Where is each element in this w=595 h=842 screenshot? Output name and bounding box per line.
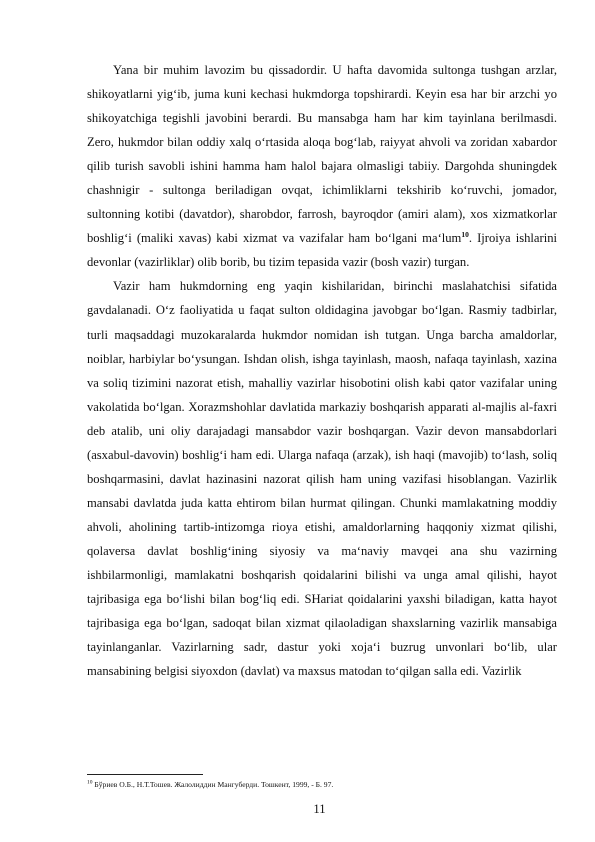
paragraph-1-text-continued: . Ijroiya ishlarini devonlar (vazirliklar) olib borib, bu tizim tepasida vazir (bosh vazir) turgan. [87, 231, 557, 270]
footnote-text: Бўриев О.Б., Н.Т.Тошев. Жалолиддин Мангуберди. Тошкент, 1999, - Б. 97. [92, 780, 334, 789]
footnote [87, 780, 557, 790]
paragraph-1-text: Yana bir muhim lavozim bu qissadordir. U hafta davomida sultonga tushgan arzlar, shikoyatlarni yig‘ib, juma kuni kechasi hukmdorga topshirardi. Keyin esa har bir arzchi yo shikoyatchiga tegishli javobini berardi. Bu mansabga ham har kim tayinlana berilmasdi. Zero, hukmdor bilan oddiy xalq o‘rtasida aloqa bog‘lab, raiyyat ahvoli va zoridan xabardor qilib turish savobli ishini hamma ham halol bajara olmasligi tabiiy. Dargohda shuningdek chashnigir - sultonga beriladigan ovqat, ichimliklarni tekshirib ko‘ruvchi, jomador, sultonning kotibi (davatdor), sharobdor, farrosh, bayroqdor (amiri alam), xos xizmatkorlar boshlig‘i (maliki xavas) kabi xizmat va vazifalar ham bo‘lgani ma‘lum [87, 63, 557, 246]
footnote-divider [87, 774, 203, 775]
paragraph-vazir: Vazir ham hukmdorning eng yaqin kishilaridan, birinchi maslahatchisi sifatida gavdalanadi. O‘z faoliyatida u faqat sulton oldidagina javobgar bo‘lgan. Rasmiy tadbirlar, turli maqsaddagi muzokaralarda hukmdor nomidan ish tutgan. Unga barcha amaldorlar, noiblar, harbiylar bo‘ysungan. Ishdan olish, ishga tayinlash, maosh, nafaqa tayinlash, xazina va soliq tizimini nazorat etish, mahalliy vazirlar hisobotini olish kabi qator vazifalar uning vakolatida bo‘lgan. Xorazmshohlar davlatida markaziy boshqarish apparati al-majlis al-faxri deb atalib, uni oliy darajadagi mansabdor vazir boshqargan. Vazir devon mansabdorlari (asxabul-davovin) boshlig‘i ham edi. Ularga nafaqa (arzak), ish haqi (mavojib) to‘lash, soliq boshqarmasini, davlat hazinasini nazorat qilish ham uning vazifasi hisoblangan. Vazirlik mansabi davlatda juda katta ehtirom bilan hurmat qilingan. Chunki mamlakatning moddiy ahvoli, aholining tartib-intizomga rioya etishi, amaldorlarning haqqoniy xizmat qilishi, qolaversa davlat boshlig‘ining siyosiy va ma‘naviy mavqei ana shu vazirning ishbilarmonligi, mamlakatni boshqarish qoidalarini bilishi va unga amal qilishi, hayot tajribasiga ega bo‘lishi bilan bog‘liq edi. SHariat qoidalarini yaxshi biladigan, katta hayot tajribasiga ega bo‘lgan, sadoqat bilan xizmat qilaoladigan shaxslarning vazirlik mansabiga tayinlanganlar. Vazirlarning sadr, dastur yoki xoja‘i buzrug unvonlari bo‘lib, ular mansabining belgisi siyoxdon (davlat) va maxsus matodan to‘qilgan salla edi. Vazirlik [87, 279, 557, 679]
footnote-number: 10 [87, 779, 93, 786]
footnote-reference[interactable]: 10 [461, 230, 469, 240]
page-body [87, 58, 557, 683]
paragraph-qissador [87, 58, 557, 274]
page-number: 11 [313, 802, 326, 816]
